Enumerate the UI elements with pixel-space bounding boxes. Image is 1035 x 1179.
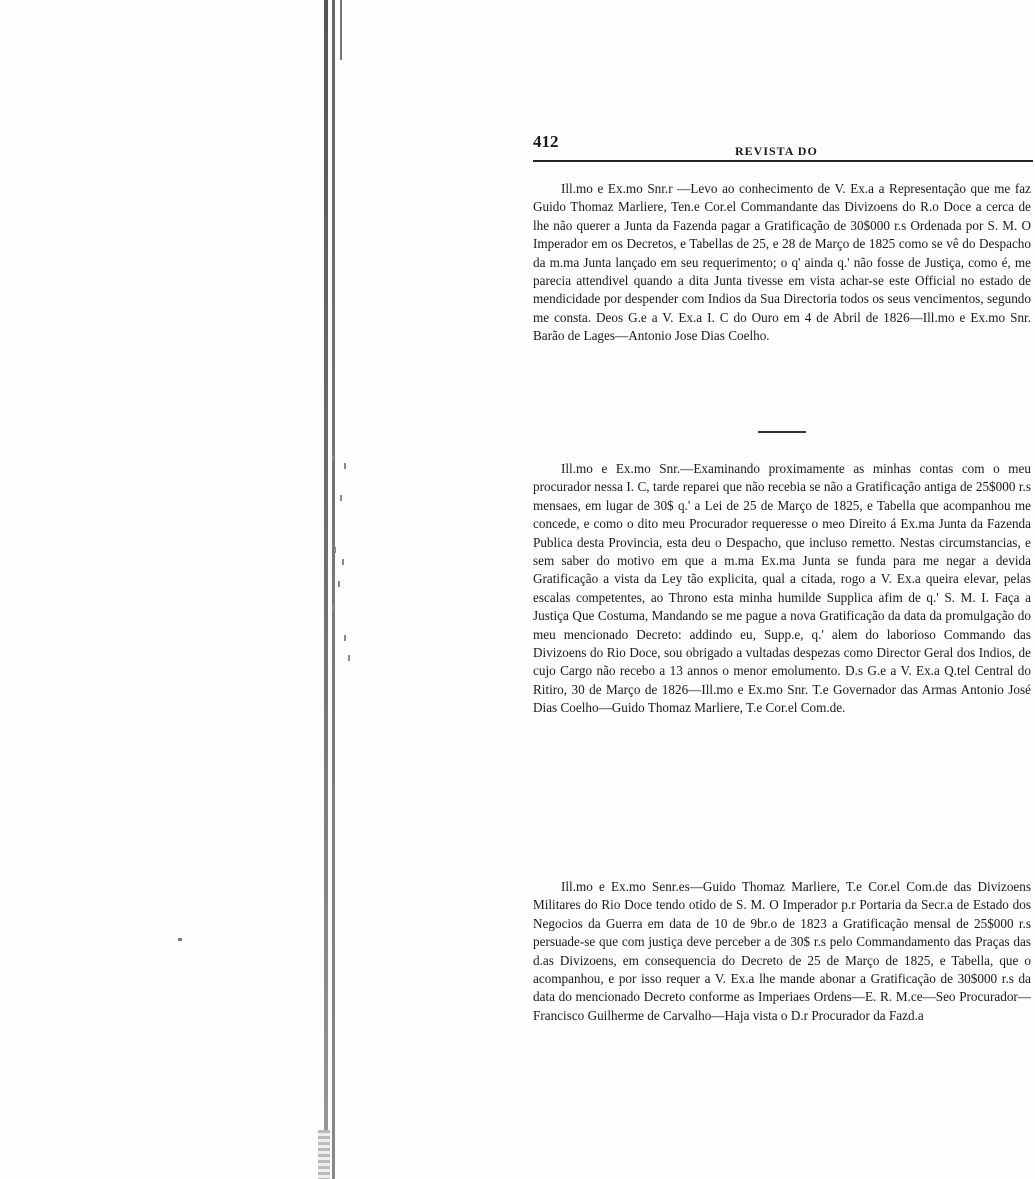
running-head: REVISTA DO	[735, 144, 818, 158]
scan-speck	[178, 938, 182, 941]
letter-paragraph-2: Ill.mo e Ex.mo Snr.—Examinando proximamente as minhas contas com o meu procurador nessa I. C, tarde reparei que não recebia se não a Gratificação antiga de 25$000 r.s mensaes, em lugar de 30$ q.' a Lei de 25 de Março de 1825, e Tabella que acompanhou me concede, e como o dito meu Procurador requeresse o meo Direito á Ex.ma Junta da Fazenda Publica desta Provincia, esta deu o Despacho, que incluso remetto. Nestas circumstancias, e sem saber do motivo em que a m.ma Ex.ma Junta se funda para me negar a devida Gratificação a vista da Ley tão explicita, qual a citada, rogo a V. Ex.a queira elevar, pelas escalas competentes, ao Throno esta minha humilde Supplica afim de q.' S. M. I. Faça a Justiça Que Costuma, Mandando se me pague a nova Gratificação da data da promulgação do meu mencionado Decreto: addindo eu, Supp.e, q.' alem do laborioso Commando das Divizoens do Rio Doce, sou obrigado a vultadas despezas como Director Geral dos Indios, de cujo Cargo não recebo a 13 annos o menor emolumento. D.s G.e a V. Ex.a Q.tel Central do Ritiro, 30 de Março de 1826—Ill.mo e Ex.mo Snr. T.e Governador das Armas Antonio José Dias Coelho—Guido Thomaz Marliere, T.e Cor.el Com.de.	[533, 461, 1031, 716]
scan-edge-mark	[318, 1130, 330, 1179]
page-number: 412	[533, 132, 559, 151]
page-header	[533, 132, 1033, 166]
section-separator	[758, 431, 806, 433]
gutter-shadow-line	[324, 0, 328, 1179]
letter-paragraph-1: Ill.mo e Ex.mo Snr.r —Levo ao conhecimento de V. Ex.a a Representação que me faz Guido Thomaz Marliere, Ten.e Cor.el Commandante das Divizoens do R.o Doce a cerca de lhe não querer a Junta da Fazenda pagar a Gratificação de 30$000 r.s Ordenada por S. M. O Imperador em os Decretos, e Tabellas de 25, e 28 de Março de 1825 como se vê do Despacho da m.ma Junta lançado em seu requerimento; o q' ainda q.' não fosse de Justiça, como é, me parecia attendivel quando a dita Junta tivesse em vista achar-se este Official no estado de mendicidade por despender com Indios da Sua Directoria todos os seus vencimentos, segundo me consta. Deos G.e a V. Ex.a I. C do Ouro em 4 de Abril de 1826—Ill.mo e Ex.mo Snr. Barão de Lages—Antonio Jose Dias Coelho.	[533, 181, 1031, 344]
gutter-shadow-line	[340, 0, 342, 60]
letter-paragraph-3: Ill.mo e Ex.mo Senr.es—Guido Thomaz Marliere, T.e Cor.el Com.de das Divizoens Militares do Rio Doce tendo otido de S. M. O Imperador p.r Portaria da Secr.a de Estado dos Negocios da Guerra em data de 10 de 9br.o de 1823 a Gratificação mensal de 25$000 r.s persuade-se que com justiça deve perceber a de 30$ r.s pelo Commandamento das Praças das d.as Divizoens, em consequencia do Decreto de 25 de Março de 1825, e Tabella, que o acompanhou, e por isso requer a V. Ex.a lhe mande abonar a Gratificação de 30$000 r.s da data do mencionado Decreto conforme as Imperiaes Ordens—E. R. M.ce—Seo Procurador—Francisco Guilherme de Carvalho—Haja vista o D.r Procurador da Fazd.a	[533, 879, 1031, 1023]
scan-specks	[330, 455, 360, 665]
header-rule	[533, 160, 1033, 162]
